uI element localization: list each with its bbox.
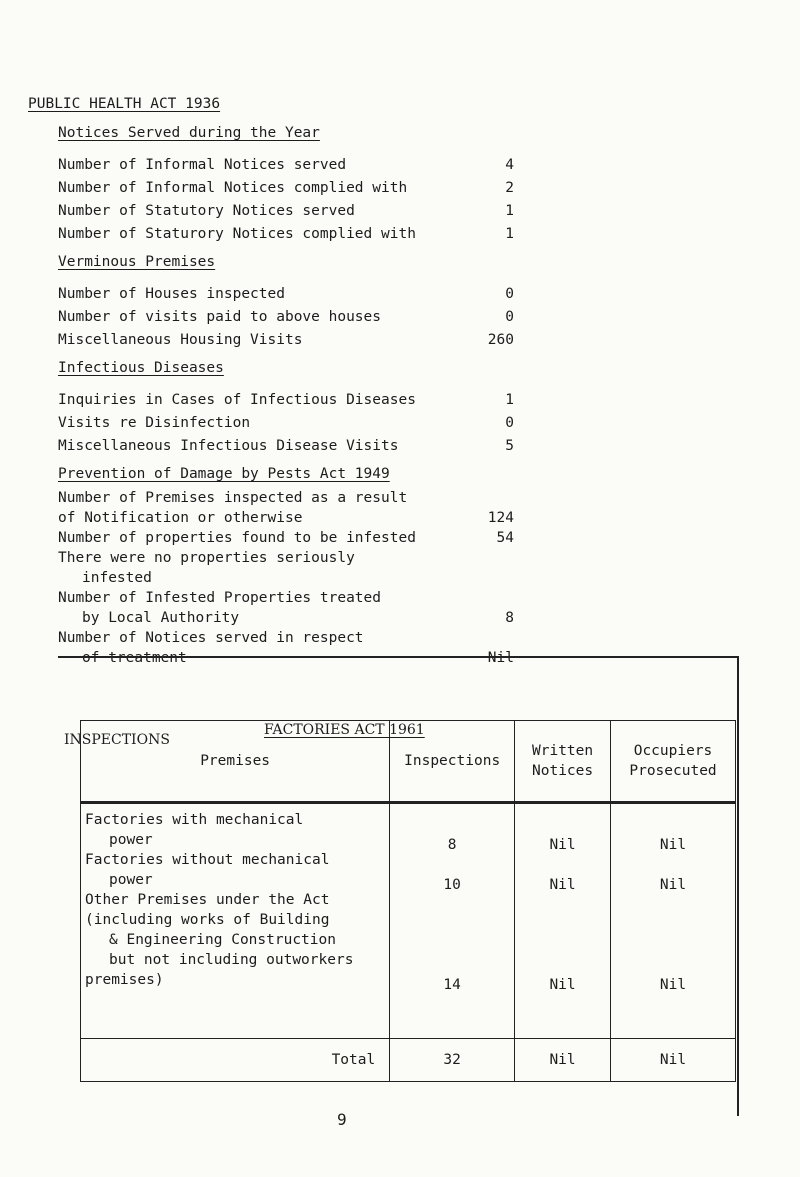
premises-3-line-3: & Engineering Construction	[109, 932, 336, 948]
pests-heading: Prevention of Damage by Pests Act 1949	[58, 466, 390, 482]
page-title: PUBLIC HEALTH ACT 1936	[28, 96, 221, 112]
written-cell	[515, 803, 611, 1039]
col-written-notices: Written Notices	[515, 721, 611, 803]
table-body-row	[81, 803, 736, 1039]
page-number: 9	[337, 1110, 347, 1129]
infectious-value-2: 0	[505, 415, 514, 431]
col-premises: Premises	[81, 721, 390, 803]
notices-heading: Notices Served during the Year	[58, 125, 320, 141]
premises-3-line-2: (including works of Building	[85, 912, 330, 928]
written-value-1: Nil	[549, 837, 576, 853]
factories-table	[80, 720, 736, 1082]
inspections-value-2: 10	[443, 877, 461, 893]
inspections-value-1: 8	[447, 837, 457, 853]
pests-line-7: by Local Authority	[82, 610, 240, 626]
pests-line-4: There were no properties seriously	[58, 550, 355, 566]
pests-value-notices: Nil	[487, 650, 514, 666]
factories-act-title: FACTORIES ACT 1961	[264, 722, 425, 738]
pests-line-2: of Notification or otherwise	[58, 510, 303, 526]
pests-line-8: Number of Notices served in respect	[58, 630, 364, 646]
prosecuted-value-2: Nil	[659, 877, 687, 893]
infectious-heading: Infectious Diseases	[58, 360, 224, 376]
section-top-rule	[58, 656, 738, 658]
notice-label-3: Number of Statutory Notices served	[58, 203, 355, 219]
notice-value-2: 2	[505, 180, 514, 196]
premises-1-line-2: power	[109, 832, 153, 848]
notice-label-2: Number of Informal Notices complied with	[58, 180, 408, 196]
table-header-row	[81, 721, 736, 803]
verminous-label-3: Miscellaneous Housing Visits	[58, 332, 303, 348]
pests-line-3: Number of properties found to be infested	[58, 530, 416, 546]
prosecuted-cell	[611, 803, 736, 1039]
total-inspections: 32	[390, 1039, 515, 1082]
verminous-value-2: 0	[505, 309, 514, 325]
infectious-value-3: 5	[505, 438, 514, 454]
premises-2-line-1: Factories without mechanical	[85, 852, 330, 868]
notice-value-4: 1	[505, 226, 514, 242]
pests-line-5: infested	[82, 570, 152, 586]
pests-value-inspected: 124	[487, 510, 514, 526]
prosecuted-value-3: Nil	[659, 977, 687, 993]
infectious-label-1: Inquiries in Cases of Infectious Diseases	[58, 392, 416, 408]
total-label: Total	[81, 1039, 390, 1082]
pests-value-treated: 8	[505, 610, 514, 626]
written-value-2: Nil	[549, 877, 576, 893]
premises-3-line-5: premises)	[85, 972, 164, 988]
inspections-cell	[390, 803, 515, 1039]
total-row	[81, 1039, 736, 1082]
premises-1-line-1: Factories with mechanical	[85, 812, 304, 828]
total-prosecuted: Nil	[611, 1039, 736, 1082]
pests-line-1: Number of Premises inspected as a result	[58, 490, 408, 506]
col-inspections: Inspections	[390, 721, 515, 803]
pests-value-infested: 54	[496, 530, 514, 546]
verminous-label-2: Number of visits paid to above houses	[58, 309, 382, 325]
verminous-label-1: Number of Houses inspected	[58, 286, 285, 302]
notice-label-1: Number of Informal Notices served	[58, 157, 347, 173]
inspections-value-3: 14	[443, 977, 461, 993]
notice-value-1: 4	[505, 157, 514, 173]
written-value-3: Nil	[549, 977, 576, 993]
infectious-label-3: Miscellaneous Infectious Disease Visits	[58, 438, 399, 454]
section-right-rule	[737, 656, 739, 1116]
premises-3-line-1: Other Premises under the Act	[85, 892, 330, 908]
notice-label-4: Number of Staturory Notices complied with	[58, 226, 416, 242]
premises-2-line-2: power	[109, 872, 153, 888]
verminous-heading: Verminous Premises	[58, 254, 216, 270]
pests-line-6: Number of Infested Properties treated	[58, 590, 382, 606]
premises-cell	[81, 803, 390, 1039]
prosecuted-value-1: Nil	[659, 837, 687, 853]
col-occupiers-prosecuted: Occupiers Prosecuted	[611, 721, 736, 803]
verminous-value-1: 0	[505, 286, 514, 302]
premises-3-line-4: but not including outworkers	[109, 952, 354, 968]
notice-value-3: 1	[505, 203, 514, 219]
infectious-value-1: 1	[505, 392, 514, 408]
infectious-label-2: Visits re Disinfection	[58, 415, 251, 431]
pests-line-9: of treatment	[82, 650, 187, 666]
verminous-value-3: 260	[487, 332, 514, 348]
total-written: Nil	[515, 1039, 611, 1082]
inspections-label: INSPECTIONS	[64, 732, 170, 748]
